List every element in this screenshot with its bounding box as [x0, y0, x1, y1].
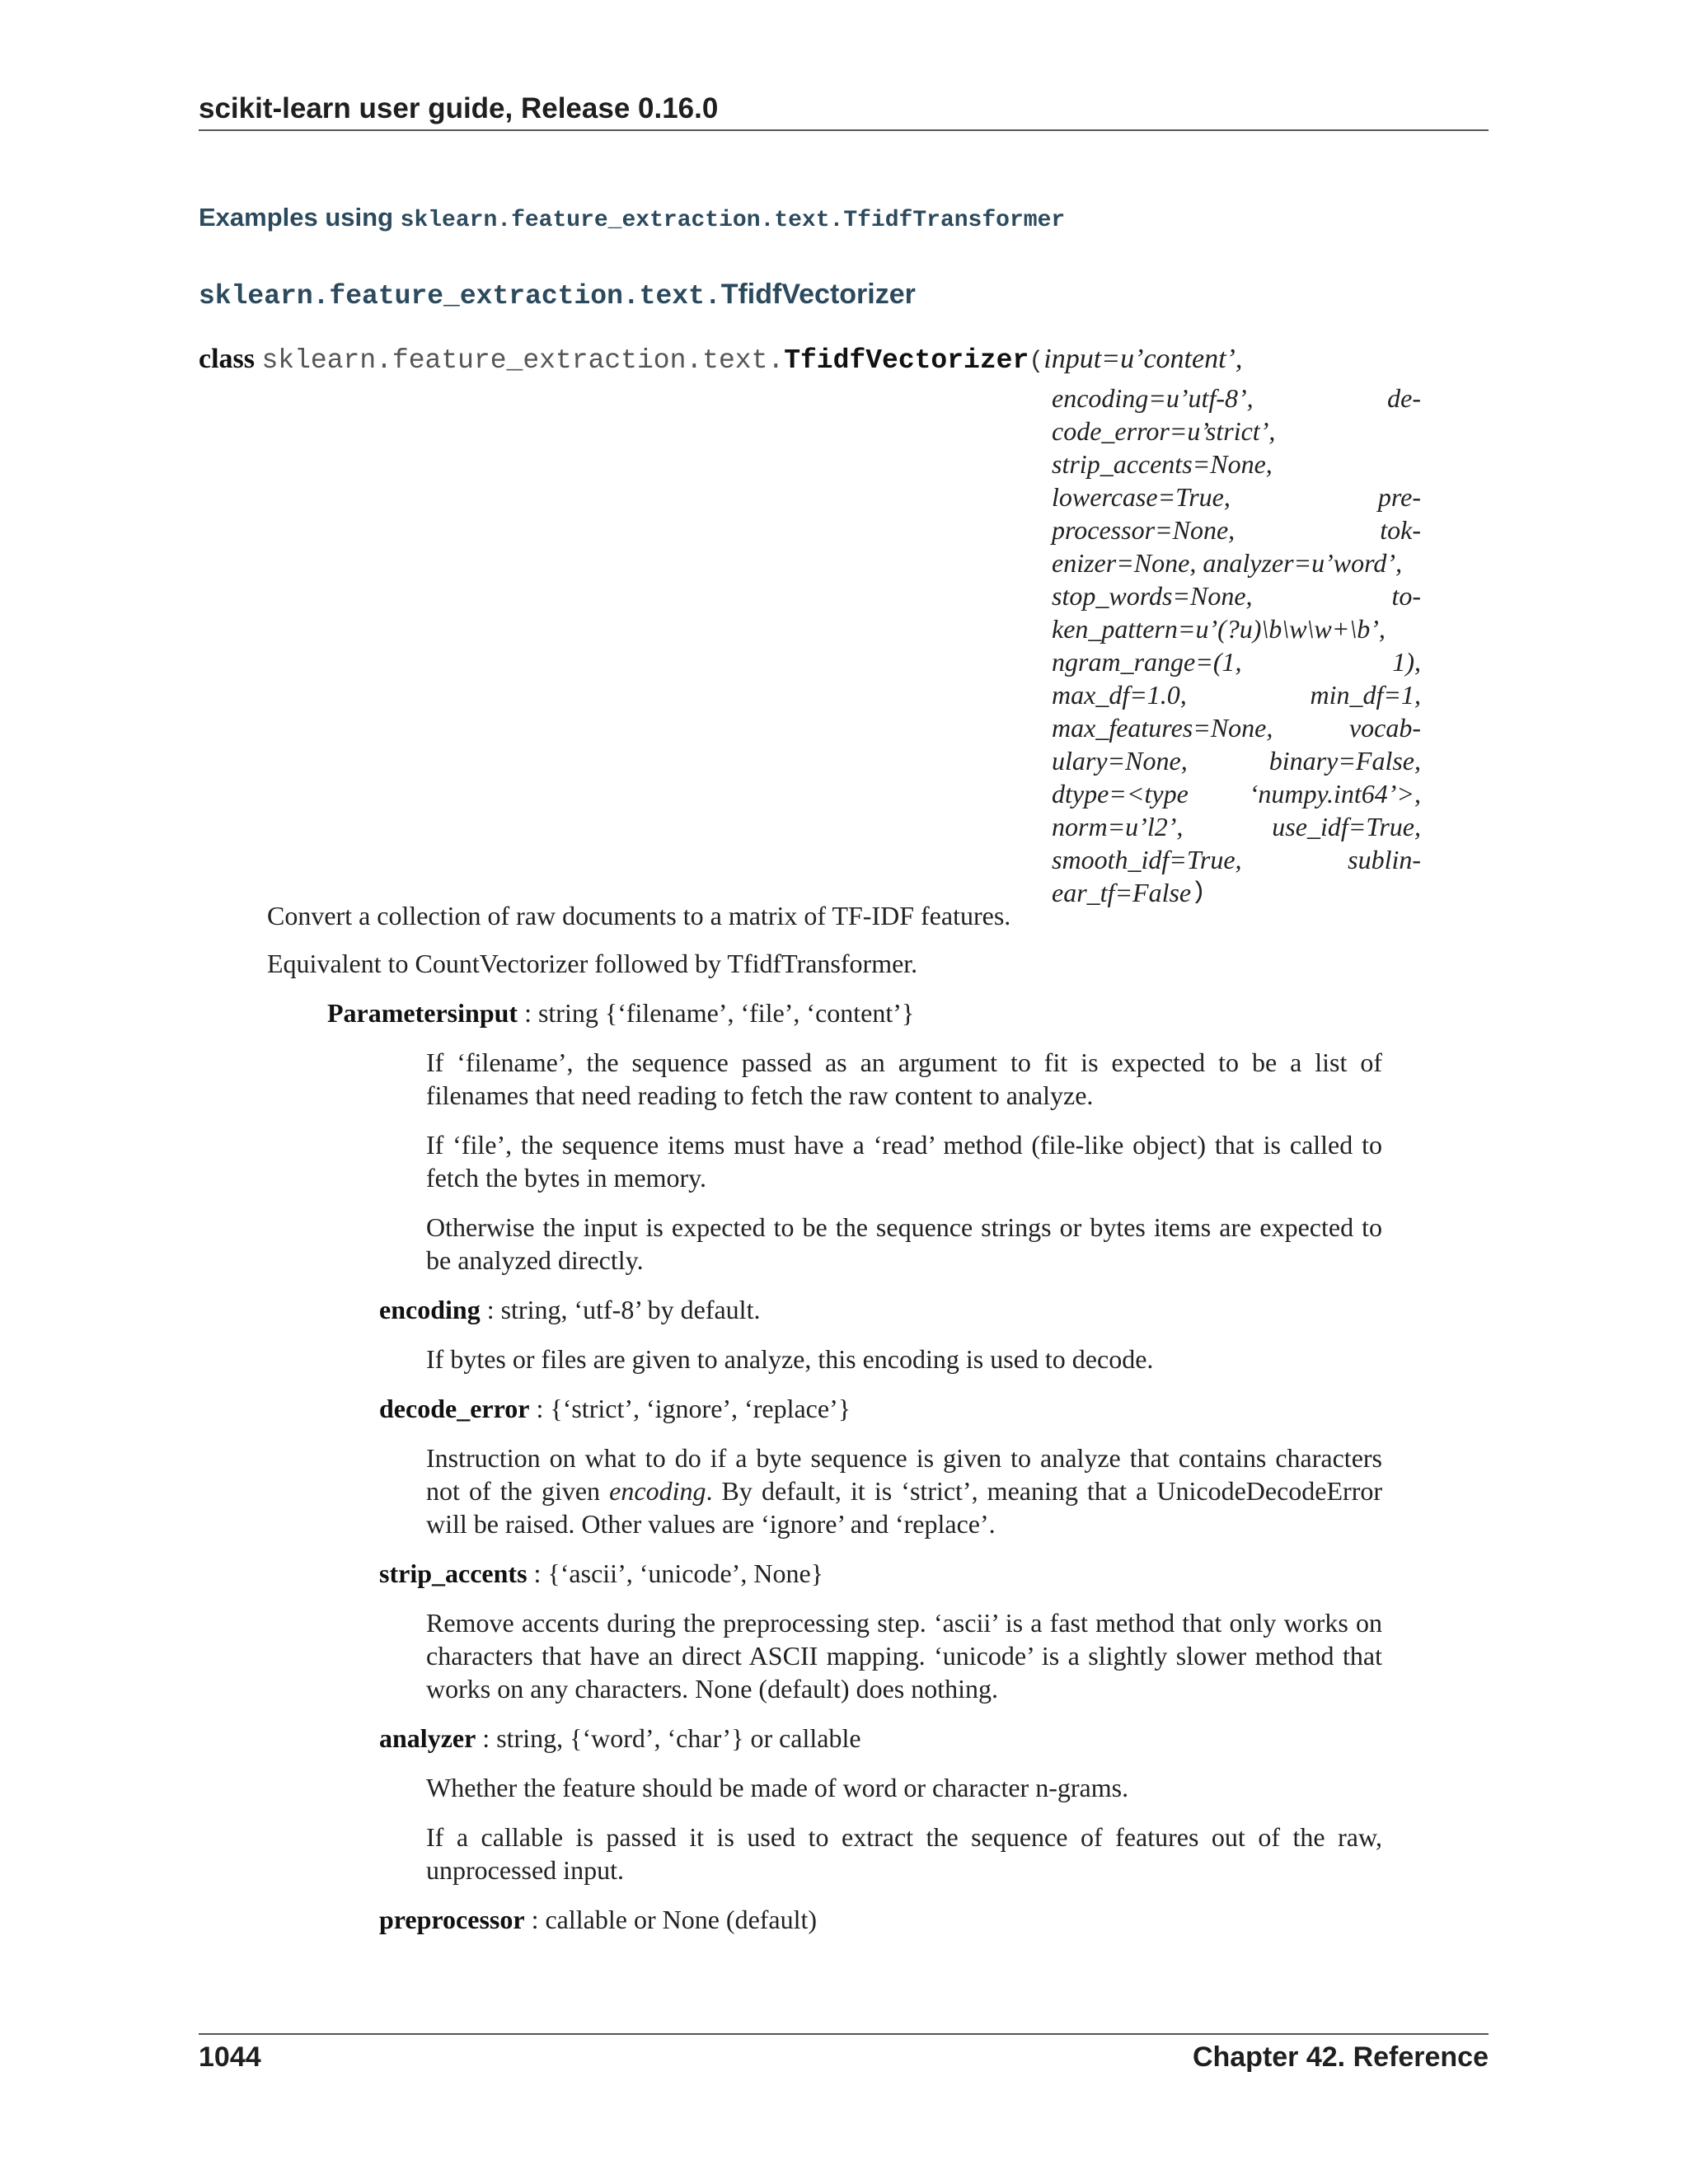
- param-analyzer-desc-ngrams: Whether the feature should be made of word or character n-grams.: [426, 1773, 1129, 1802]
- param-decode-error-type: : {‘strict’, ‘ignore’, ‘replace’}: [529, 1394, 851, 1423]
- param-encoding: [379, 1293, 760, 1326]
- footer-rule: [199, 2033, 1489, 2035]
- running-header: scikit-learn user guide, Release 0.16.0: [199, 92, 719, 124]
- signature-param-fragment: ear_tf=False: [1052, 878, 1192, 907]
- signature-open-paren: (: [1029, 348, 1044, 376]
- param-strip-accents: [379, 1557, 823, 1590]
- signature-param-fragment: enizer=None, analyzer=u’word’,: [1052, 548, 1403, 578]
- signature-param-fragment: encoding=u’utf-8’,: [1052, 383, 1254, 413]
- param-encoding-name: encoding: [379, 1295, 481, 1324]
- signature-module: sklearn.feature_extraction.text.: [261, 345, 785, 376]
- signature-param-line: [1052, 513, 1421, 546]
- signature-param-line: [1052, 843, 1421, 876]
- signature-param-fragment: ‘numpy.int64’>,: [1249, 779, 1421, 808]
- examples-heading[interactable]: [199, 203, 1065, 233]
- signature-param-fragment: use_idf=True,: [1272, 812, 1421, 841]
- signature-param-fragment: de-: [1387, 383, 1421, 413]
- signature-param-fragment: smooth_idf=True,: [1052, 845, 1242, 874]
- chapter-label: Chapter 42. Reference: [1192, 2041, 1489, 2073]
- param-decode-error: [379, 1392, 851, 1425]
- section-heading[interactable]: [199, 279, 916, 312]
- signature-param-fragment: binary=False,: [1268, 746, 1421, 776]
- signature-param-line: [1052, 612, 1421, 645]
- param-preprocessor-name: preprocessor: [379, 1905, 525, 1934]
- signature-param-fragment: code_error=u’strict’,: [1052, 416, 1276, 446]
- signature-param-line: [1052, 876, 1421, 909]
- signature-param-fragment: stop_words=None,: [1052, 581, 1253, 611]
- param-strip-accents-type: : {‘ascii’, ‘unicode’, None}: [527, 1558, 823, 1588]
- signature-param-fragment: ngram_range=(1,: [1052, 647, 1242, 677]
- signature-param-fragment: ulary=None,: [1052, 746, 1188, 776]
- signature-param-fragment: 1),: [1392, 647, 1421, 677]
- signature-first-param: input=u’content’,: [1043, 344, 1243, 374]
- param-input-desc-filename: If ‘filename’, the sequence passed as an argument to fit is expected to be a list of filenames that need reading to fetch the raw content to analyze.: [426, 1047, 1382, 1110]
- signature-close-paren: ): [1191, 879, 1207, 907]
- signature-param-line: [1052, 382, 1421, 415]
- page-number: 1044: [199, 2041, 261, 2073]
- signature-parameter-list: [1052, 382, 1421, 909]
- signature-param-fragment: sublin-: [1348, 845, 1421, 874]
- param-input-desc-file: If ‘file’, the sequence items must have a ‘read’ method (file-like object) that is called to fetch the bytes in memory.: [426, 1130, 1382, 1193]
- signature-param-line: [1052, 777, 1421, 810]
- param-encoding-desc: If bytes or files are given to analyze, this encoding is used to decode.: [426, 1344, 1154, 1374]
- param-decode-error-desc-after: . By default, it is ‘strict’, meaning that a UnicodeDecodeError will be raised. Other values are ‘ignore’ and ‘replace’.: [426, 1476, 1383, 1539]
- signature-param-line: [1052, 645, 1421, 678]
- signature-param-line: [1052, 415, 1421, 448]
- class-signature: [199, 344, 1242, 376]
- section-heading-module: sklearn.feature_extraction.text.: [199, 281, 721, 312]
- param-input-name: input: [457, 998, 518, 1028]
- signature-param-fragment: tok-: [1380, 515, 1421, 545]
- signature-param-fragment: norm=u’l2’,: [1052, 812, 1184, 841]
- param-decode-error-desc-before: Instruction on what to do if a byte sequence is given to analyze that contains characters not of the given: [426, 1443, 1382, 1506]
- examples-heading-code: sklearn.feature_extraction.text.TfidfTransformer: [400, 208, 1066, 233]
- examples-heading-prefix: Examples using: [199, 203, 401, 232]
- signature-param-line: [1052, 744, 1421, 777]
- parameters-label: Parameters: [327, 998, 458, 1028]
- signature-param-fragment: min_df=1,: [1310, 680, 1421, 710]
- signature-param-fragment: processor=None,: [1052, 515, 1236, 545]
- param-decode-error-desc-em: encoding: [609, 1476, 706, 1506]
- param-analyzer-name: analyzer: [379, 1723, 476, 1753]
- description-equivalent: Equivalent to CountVectorizer followed by TfidfTransformer.: [267, 949, 918, 978]
- signature-param-fragment: max_df=1.0,: [1052, 680, 1187, 710]
- signature-param-fragment: dtype=<type: [1052, 779, 1189, 808]
- signature-param-line: [1052, 810, 1421, 843]
- param-analyzer-desc-callable: If a callable is passed it is used to extract the sequence of features out of the raw, unprocessed input.: [426, 1822, 1382, 1885]
- param-preprocessor: [379, 1903, 817, 1936]
- signature-param-line: [1052, 448, 1421, 480]
- description-summary: Convert a collection of raw documents to a matrix of TF-IDF features.: [267, 901, 1011, 930]
- signature-param-line: [1052, 546, 1421, 579]
- parameters-title: [327, 996, 914, 1029]
- signature-param-line: [1052, 480, 1421, 513]
- signature-param-line: [1052, 678, 1421, 711]
- param-input-desc-otherwise: Otherwise the input is expected to be the sequence strings or bytes items are expected to be analyzed directly.: [426, 1212, 1382, 1275]
- section-heading-name: TfidfVectorizer: [720, 279, 916, 310]
- signature-class-name: TfidfVectorizer: [784, 345, 1029, 376]
- param-encoding-type: : string, ‘utf-8’ by default.: [480, 1295, 761, 1324]
- param-strip-accents-name: strip_accents: [379, 1558, 528, 1588]
- signature-param-fragment: pre-: [1377, 482, 1421, 512]
- param-decode-error-name: decode_error: [379, 1394, 530, 1423]
- header-rule: [199, 129, 1489, 131]
- param-strip-accents-desc: Remove accents during the preprocessing step. ‘ascii’ is a fast method that only works on characters that have an direct ASCII mapping. ‘unicode’ is a slightly slower method that works on any characters. None (default) does nothing.: [426, 1608, 1382, 1704]
- param-preprocessor-type: : callable or None (default): [524, 1905, 818, 1934]
- signature-param-fragment: vocab-: [1348, 713, 1421, 743]
- param-analyzer-type: : string, {‘word’, ‘char’} or callable: [476, 1723, 861, 1753]
- param-input-type: : string {‘filename’, ‘file’, ‘content’}: [518, 998, 915, 1028]
- signature-param-fragment: ken_pattern=u’(?u)\b\w\w+\b’,: [1052, 614, 1386, 644]
- signature-param-fragment: to-: [1391, 581, 1421, 611]
- signature-param-fragment: strip_accents=None,: [1052, 449, 1273, 479]
- signature-param-fragment: lowercase=True,: [1052, 482, 1231, 512]
- signature-param-fragment: max_features=None,: [1052, 713, 1273, 743]
- class-keyword: class: [199, 344, 255, 374]
- signature-param-line: [1052, 711, 1421, 744]
- signature-param-line: [1052, 579, 1421, 612]
- param-analyzer: [379, 1722, 861, 1755]
- param-decode-error-desc: [426, 1441, 1382, 1540]
